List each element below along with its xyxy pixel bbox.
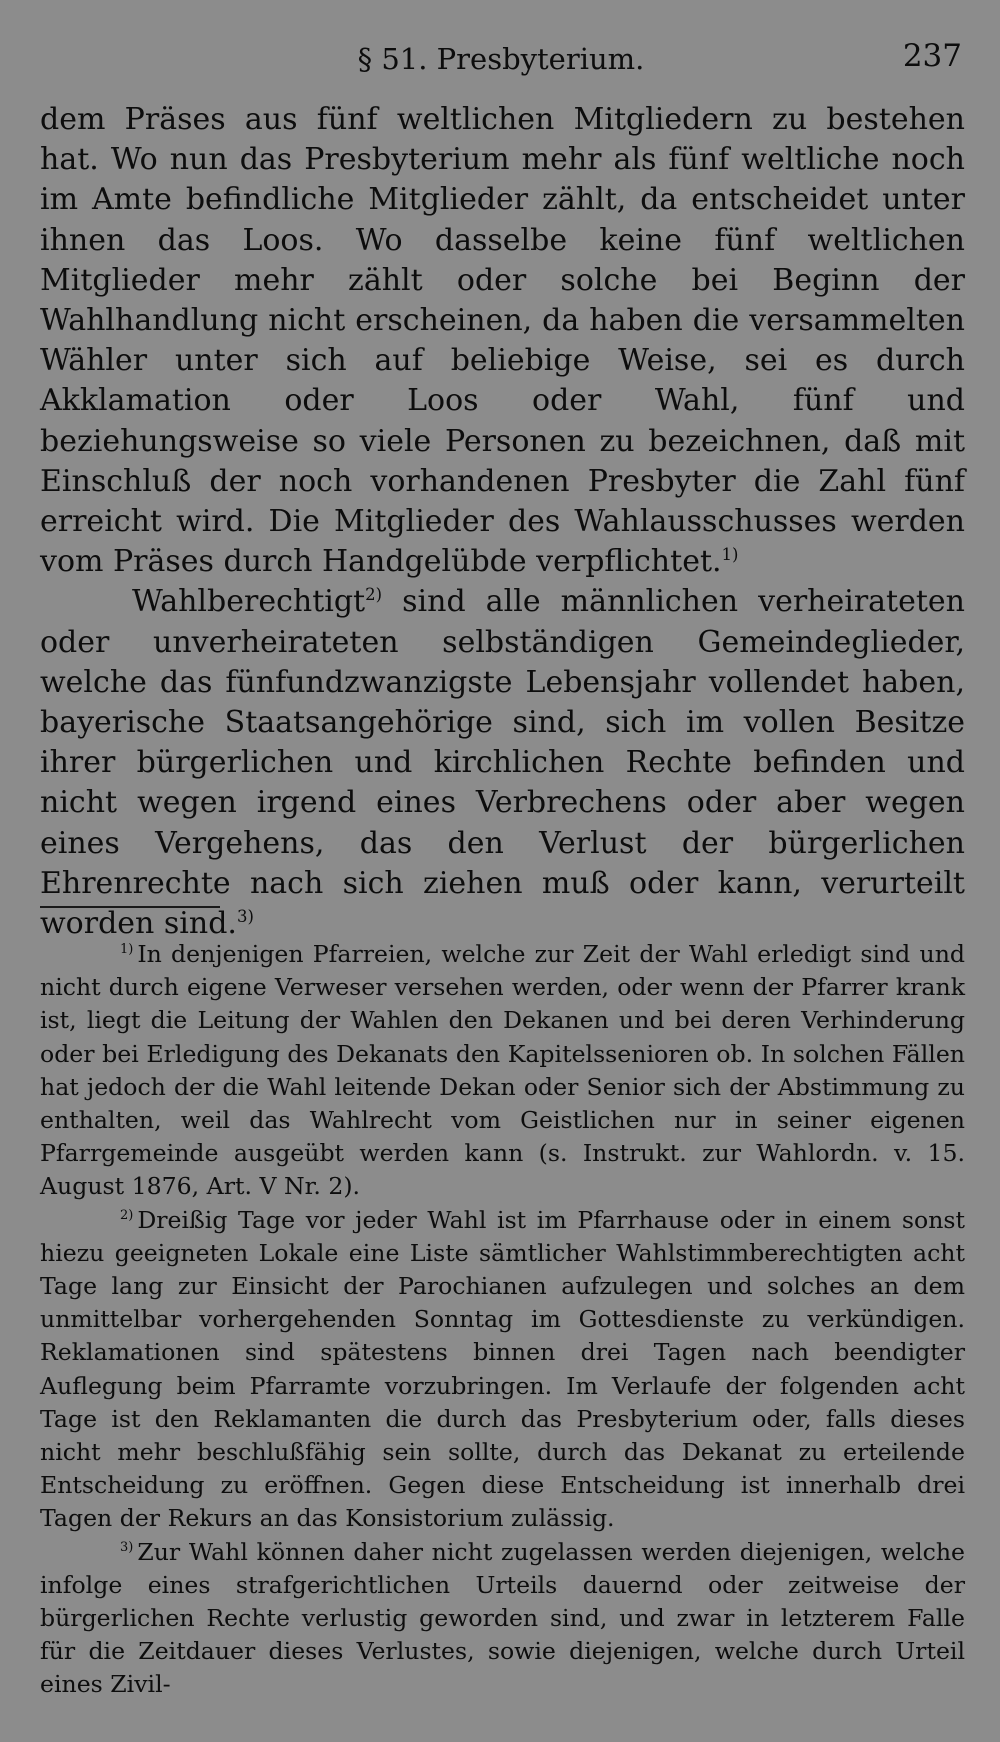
footnote-1-text: In denjenigen Pfarreien, welche zur Zeit der Wahl erledigt sind und nicht durch eigene Verweser versehen werden, oder wenn der Pfarrer krank ist, liegt die Leitung der Wahlen den Dekanen und bei deren Verhinderung oder bei Erledigung des Dekanats den Kapitelssenioren ob. In solchen Fällen hat jedoch der die Wahl leitende Dekan oder Senior sich der Abstimmung zu enthalten, weil das Wahlrecht vom Geistlichen nur in seiner eigenen Pfarrgemeinde ausgeübt werden kann (s. Instrukt. zur Wahlordn. v. 15. August 1876, Art. V Nr. 2). [40, 940, 965, 1201]
footnote-2-text: Dreißig Tage vor jeder Wahl ist im Pfarrhause oder in einem sonst hiezu geeigneten Lokale eine Liste sämtlicher Wahlstimmberechtigten acht Tage lang zur Einsicht der Parochianen aufzulegen und solches an dem unmittelbar vorhergehenden Sonntag im Gottesdienste zu verkündigen. Reklamationen sind spätestens binnen drei Tagen nach beendigter Auflegung beim Pfarramte vorzubringen. Im Verlaufe der folgenden acht Tage ist den Reklamanten die durch das Presbyterium oder, falls dieses nicht mehr beschlußfähig sein sollte, durch das Dekanat zu erteilende Entscheidung zu eröffnen. Gegen diese Entscheidung ist innerhalb drei Tagen der Rekurs an das Konsistorium zulässig. [40, 1205, 965, 1533]
footnote-1 [40, 938, 965, 1204]
main-text [40, 100, 965, 944]
footnote-2 [40, 1204, 965, 1536]
page-number: 237 [902, 38, 962, 74]
footnote-2-mark: 2) [120, 1207, 134, 1223]
footnote-3-mark: 3) [120, 1539, 134, 1555]
paragraph-2-text: sind alle männlichen verheirateten oder unverheirateten selbständigen Gemeindeglieder, welche das fünfundzwanzigste Lebensjahr vollendet haben, bayerische Staatsangehörige sind, sich im vollen Besitze ihrer bürgerlichen und kirchlichen Rechte befinden und nicht wegen irgend eines Verbrechens oder aber wegen eines Vergehens, das den Verlust der bürgerlichen Ehrenrechte nach sich ziehen muß oder kann, verurteilt worden sind. [40, 584, 965, 942]
page-header [40, 38, 962, 82]
footnote-3-text: Zur Wahl können daher nicht zugelassen werden diejenigen, welche infolge eines strafgerichtlichen Urteils dauernd oder zeitweise der bürgerlichen Rechte verlustig geworden sind, und zwar in letzterem Falle für die Zeitdauer dieses Verlustes, sowie diejenigen, welche durch Urteil eines Zivil- [40, 1537, 965, 1699]
footnote-ref-3: 3) [236, 907, 254, 927]
paragraph-1 [40, 100, 965, 582]
footnote-ref-1: 1) [721, 545, 739, 565]
paragraph-2-lead: Wahlberechtigt [132, 584, 366, 620]
running-head: § 51. Presbyterium. [357, 42, 645, 76]
paragraph-1-text: dem Präses aus fünf weltlichen Mitgliedern zu bestehen hat. Wo nun das Presbyterium mehr als fünf weltliche noch im Amte befindliche Mitglieder zählt, da entscheidet unter ihnen das Loos. Wo dasselbe keine fünf weltlichen Mitglieder mehr zählt oder solche bei Beginn der Wahlhandlung nicht erscheinen, da haben die versammelten Wähler unter sich auf beliebige Weise, sei es durch Akklamation oder Loos oder Wahl, fünf und beziehungsweise so viele Personen zu bezeichnen, daß mit Einschluß der noch vorhandenen Presbyter die Zahl fünf erreicht wird. Die Mitglieder des Wahlausschusses werden vom Präses durch Handgelübde verpflichtet. [40, 102, 965, 580]
paragraph-2 [40, 582, 965, 944]
footnote-3 [40, 1536, 965, 1702]
footnote-1-mark: 1) [120, 942, 134, 958]
footnotes [40, 938, 965, 1702]
footnote-ref-2: 2) [365, 585, 383, 605]
footnote-divider [40, 906, 220, 908]
